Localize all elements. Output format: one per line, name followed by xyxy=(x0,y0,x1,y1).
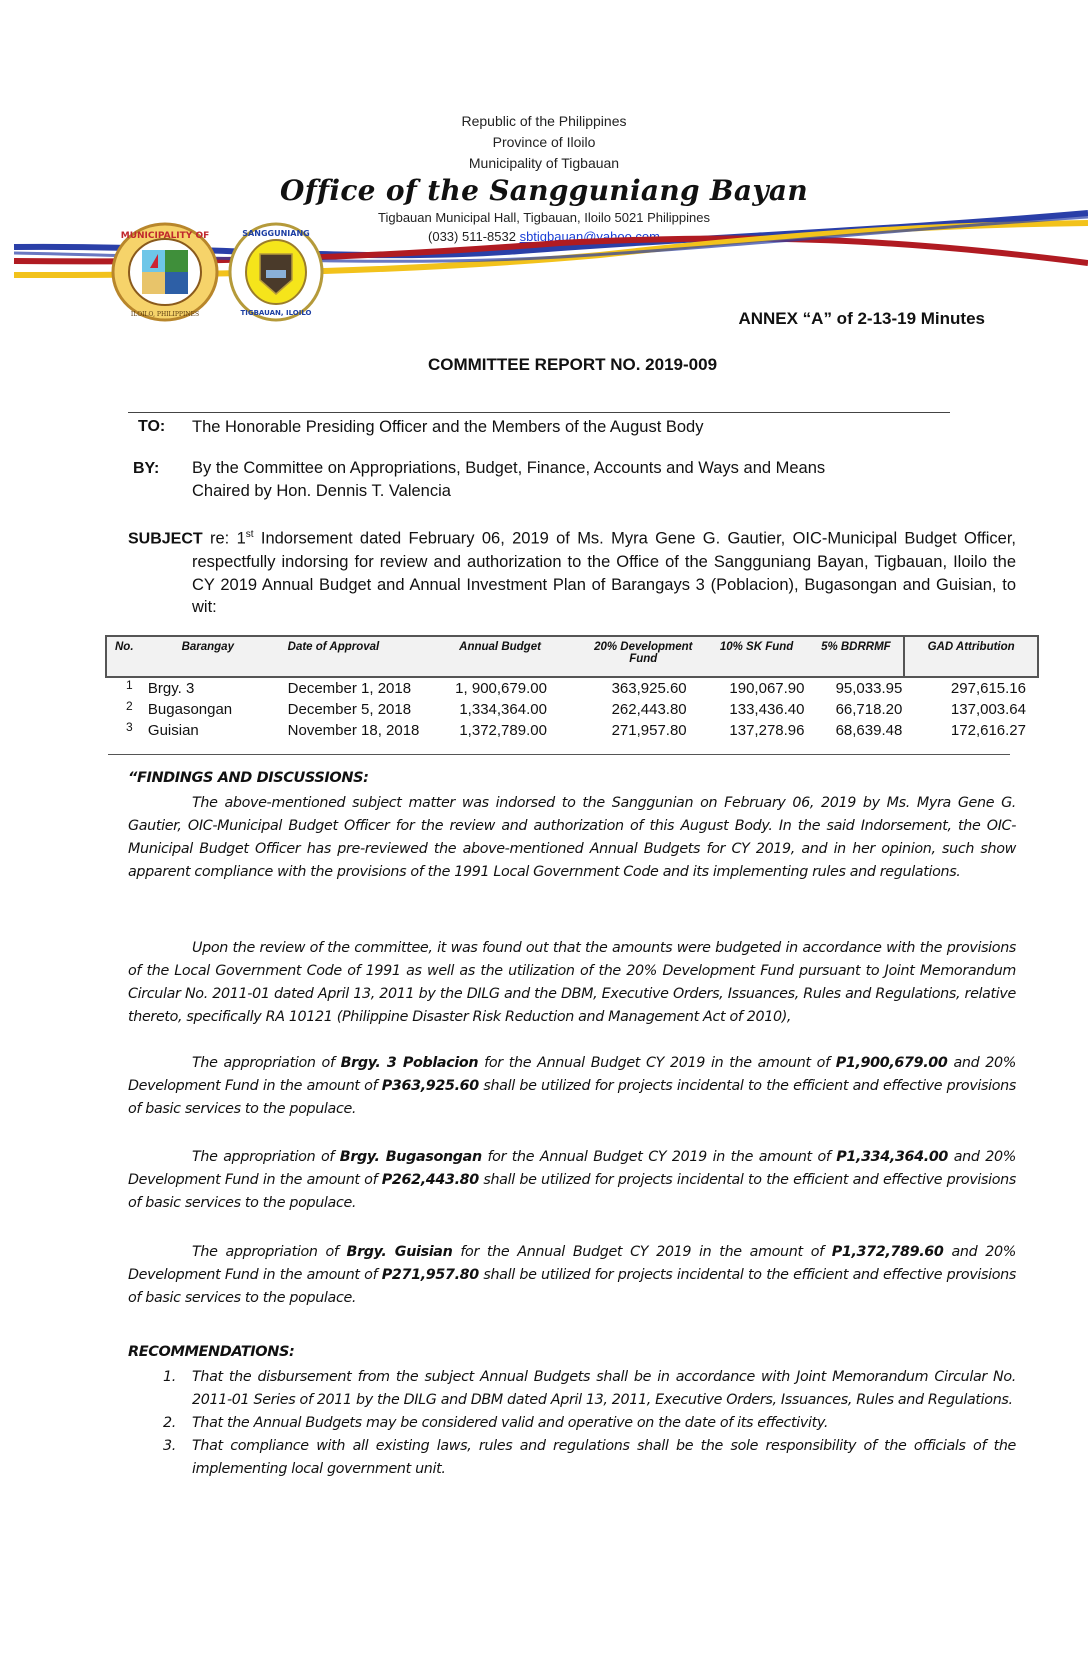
text: for the Annual Budget CY 2019 in the amount of xyxy=(452,1244,832,1260)
recommendation-number: 2. xyxy=(163,1415,176,1431)
letterhead-province: Province of Iloilo xyxy=(492,134,596,150)
subject-label: SUBJECT xyxy=(128,530,203,548)
subject-sup: st xyxy=(245,529,254,540)
findings-paragraph-1: The above-mentioned subject matter was indorsed to the Sanggunian on February 06, 2019 by Ms. Myra Gene G. Gautier, OIC-Municipal Budget Officer for the review and authorization of this August Body. In the said Indorsement, the OIC-Municipal Budget Officer has pre-reviewed the above-mentioned Annual Budgets for CY 2019, and in her opinion, such show apparent compliance with the provisions of the 1991 Local Government Code and its implementing rules and regulations. xyxy=(128,795,1016,880)
col-date: Date of Approval xyxy=(268,636,437,677)
text: and 20% Development Fund in the amount of xyxy=(128,1149,1016,1188)
text: and 20% Development Fund in the amount of xyxy=(128,1244,1016,1283)
appropriation-paragraph-guisian xyxy=(128,1241,1016,1310)
cell-dev-fund: 363,925.60 xyxy=(611,680,687,697)
col-bdrrmf: 5% BDRRMF xyxy=(808,636,904,677)
cell-no: 3 xyxy=(126,720,133,734)
cell-bdrrmf: 68,639.48 xyxy=(835,722,903,739)
cell-gad: 137,003.64 xyxy=(950,701,1026,718)
cell-no: 2 xyxy=(126,699,133,713)
recommendation-number: 3. xyxy=(163,1438,176,1454)
subject-text: Indorsement dated February 06, 2019 of Ms. Myra Gene G. Gautier, OIC-Municipal Budget Officer, respectfully indorsing for review and authorization to the Office of the Sangguniang Bayan, Tigbauan, Iloilo the CY 2019 Annual Budget and Annual Investment Plan of Barangays 3 (Poblacion), Bugasongan and Guisian, to wit: xyxy=(192,529,1016,616)
cell-sk-fund: 133,436.40 xyxy=(729,701,805,718)
recommendation-number: 1. xyxy=(163,1369,176,1385)
by-label: BY: xyxy=(133,460,160,477)
office-title: Office of the Sangguniang Bayan xyxy=(280,174,808,207)
table-divider xyxy=(108,754,1010,755)
cell-sk-fund: 137,278.96 xyxy=(729,722,805,739)
recommendations-heading: RECOMMENDATIONS: xyxy=(128,1344,295,1360)
col-gad: GAD Attribution xyxy=(904,636,1038,677)
dev-fund-amount: P262,443.80 xyxy=(381,1172,479,1188)
text: shall be utilized for projects incidental to the efficient and effective provisions of basic services to the populace. xyxy=(128,1172,1016,1211)
by-line1: By the Committee on Appropriations, Budget, Finance, Accounts and Ways and Means xyxy=(192,459,826,477)
text: The appropriation of xyxy=(192,1055,341,1071)
letterhead-municipality: Municipality of Tigbauan xyxy=(468,155,620,171)
budget-amount: P1,372,789.60 xyxy=(831,1244,944,1260)
appropriation-paragraph-brgy3 xyxy=(128,1052,1016,1121)
text: for the Annual Budget CY 2019 in the amount of xyxy=(478,1055,836,1071)
cell-date: November 18, 2018 xyxy=(287,722,420,739)
recommendations-list xyxy=(128,1366,1016,1481)
table-row xyxy=(106,720,1038,741)
cell-dev-fund: 262,443.80 xyxy=(611,701,687,718)
findings-heading: “FINDINGS AND DISCUSSIONS: xyxy=(128,770,369,786)
cell-no: 1 xyxy=(126,678,133,692)
table-row xyxy=(106,677,1038,699)
recommendation-item xyxy=(128,1412,1016,1435)
cell-annual-budget: 1,334,364.00 xyxy=(459,701,547,718)
cell-barangay: Guisian xyxy=(147,722,199,739)
table-row xyxy=(106,699,1038,720)
subject-block xyxy=(128,524,1016,619)
cell-date: December 5, 2018 xyxy=(287,701,412,718)
svg-text:ILOILO, PHILIPPINES: ILOILO, PHILIPPINES xyxy=(130,311,200,318)
text: for the Annual Budget CY 2019 in the amount of xyxy=(481,1149,837,1165)
recommendation-text: That compliance with all existing laws, rules and regulations shall be the sole responsibility of the officials of the implementing local government unit. xyxy=(192,1438,1016,1477)
office-address: Tigbauan Municipal Hall, Tigbauan, Iloilo 5021 Philippines xyxy=(378,210,710,225)
barangay-name: Brgy. 3 Poblacion xyxy=(340,1055,479,1071)
header-divider xyxy=(128,412,950,413)
text: and 20% Development Fund in the amount of xyxy=(128,1055,1017,1094)
subject-prefix: re: 1 xyxy=(202,529,246,548)
recommendation-item xyxy=(128,1366,1016,1412)
budget-table xyxy=(105,635,1039,741)
to-label: TO: xyxy=(138,418,166,435)
text: The appropriation of xyxy=(192,1244,347,1260)
cell-sk-fund: 190,067.90 xyxy=(729,680,805,697)
cell-bdrrmf: 66,718.20 xyxy=(835,701,903,718)
findings-paragraph-2: Upon the review of the committee, it was found out that the amounts were budgeted in accordance with the provisions of the Local Government Code of 1991 as well as the utilization of the 20% Development Fund pursuant to Joint Memorandum Circular No. 2011-01 dated April 13, 2011 by the DILG and the DBM, Executive Orders, Issuances, Rules and Regulations, relative thereto, specifically RA 10121 (Philippine Disaster Risk Reduction and Management Act of 2010), xyxy=(128,940,1016,1025)
letterhead-republic: Republic of the Philippines xyxy=(461,113,627,129)
text: The appropriation of xyxy=(192,1149,340,1165)
table-header-row xyxy=(106,636,1038,677)
recommendation-text: That the disbursement from the subject Annual Budgets shall be in accordance with Joint Memorandum Circular No. 2011-01 Series of 2011 by the DILG and DBM dated April 13, 2011, Executive Orders, Issuances, Rules and Regulations. xyxy=(192,1369,1016,1408)
cell-bdrrmf: 95,033.95 xyxy=(835,680,903,697)
text: shall be utilized for projects incidental to the efficient and effective provisions of basic services to the populace. xyxy=(128,1078,1016,1117)
office-email-link[interactable]: sbtigbauan@yahoo.com xyxy=(519,229,660,244)
recommendation-item xyxy=(128,1435,1016,1481)
report-title: COMMITTEE REPORT NO. 2019-009 xyxy=(427,355,718,374)
cell-annual-budget: 1, 900,679.00 xyxy=(455,680,547,697)
recommendation-text: That the Annual Budgets may be considered valid and operative on the date of its effectivity. xyxy=(192,1415,829,1431)
cell-barangay: Brgy. 3 xyxy=(147,680,195,697)
municipality-seal-icon xyxy=(110,222,220,322)
col-dev-fund: 20% Development Fund xyxy=(571,636,705,677)
cell-gad: 172,616.27 xyxy=(950,722,1026,739)
budget-amount: P1,900,679.00 xyxy=(835,1055,948,1071)
annex-label: ANNEX “A” of 2-13-19 Minutes xyxy=(738,309,985,328)
dev-fund-amount: P363,925.60 xyxy=(381,1078,479,1094)
cell-barangay: Bugasongan xyxy=(147,701,233,718)
col-barangay: Barangay xyxy=(148,636,268,677)
office-phone: (033) 511-8532 xyxy=(428,229,516,244)
barangay-name: Brgy. Bugasongan xyxy=(339,1149,482,1165)
col-no: No. xyxy=(106,636,148,677)
cell-dev-fund: 271,957.80 xyxy=(611,722,687,739)
cell-gad: 297,615.16 xyxy=(950,680,1026,697)
appropriation-paragraph-bugasongan xyxy=(128,1146,1016,1215)
budget-amount: P1,334,364.00 xyxy=(836,1149,949,1165)
col-annual-budget: Annual Budget xyxy=(437,636,571,677)
svg-text:TIGBAUAN, ILOILO: TIGBAUAN, ILOILO xyxy=(240,309,312,317)
by-line2: Chaired by Hon. Dennis T. Valencia xyxy=(192,482,451,500)
barangay-name: Brgy. Guisian xyxy=(346,1244,453,1260)
svg-text:SANGGUNIANG: SANGGUNIANG xyxy=(242,229,310,238)
to-text: The Honorable Presiding Officer and the Members of the August Body xyxy=(192,418,704,436)
col-sk-fund: 10% SK Fund xyxy=(705,636,809,677)
cell-annual-budget: 1,372,789.00 xyxy=(459,722,547,739)
svg-text:MUNICIPALITY OF: MUNICIPALITY OF xyxy=(120,231,210,241)
dev-fund-amount: P271,957.80 xyxy=(381,1267,479,1283)
cell-date: December 1, 2018 xyxy=(287,680,412,697)
sangguniang-bayan-seal-icon xyxy=(228,222,326,322)
text: shall be utilized for projects incidental to the efficient and effective provisions of basic services to the populace. xyxy=(128,1267,1016,1306)
